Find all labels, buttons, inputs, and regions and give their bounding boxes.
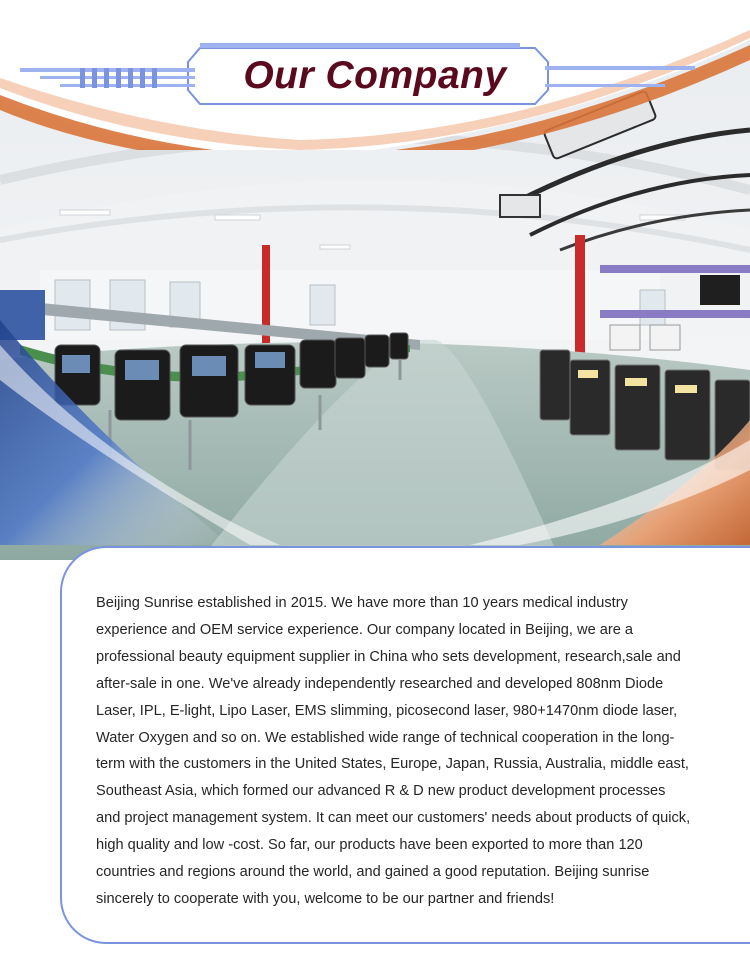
about-line: professional beauty equipment supplier in China who sets development, research,sale and [96,648,681,665]
about-line: countries and regions around the world, and gained a good reputation. Beijing sunrise [96,864,650,881]
about-line: after-sale in one. We've already independently researched and developed 808nm Diode [96,675,664,692]
header-banner [0,0,750,150]
about-line: high quality and low -cost. So far, our products have been exported to more than 120 [96,837,643,854]
page-title: Our Company [243,54,507,97]
about-line: Water Oxygen and so on. We established wide range of technical cooperation in the long- [96,729,675,746]
about-line: Laser, IPL, E-light, Lipo Laser, EMS slimming, picosecond laser, 980+1470nm diode laser, [96,702,678,719]
about-line: sincerely to cooperate with you, welcome to be our partner and friends! [96,890,555,907]
about-line: Beijing Sunrise established in 2015. We have more than 10 years medical industry [96,595,628,611]
about-line: term with the customers in the United States, Europe, Japan, Russia, Australia, middle east, [96,756,689,773]
about-line: and project management system. It can meet our customers' needs about products of quick, [96,810,691,827]
about-card [60,546,750,944]
about-line: Southeast Asia, which formed our advanced R & D new product development processes [96,783,666,800]
about-line: experience and OEM service experience. Our company located in Beijing, we are a [96,621,634,638]
about-text [96,590,702,913]
